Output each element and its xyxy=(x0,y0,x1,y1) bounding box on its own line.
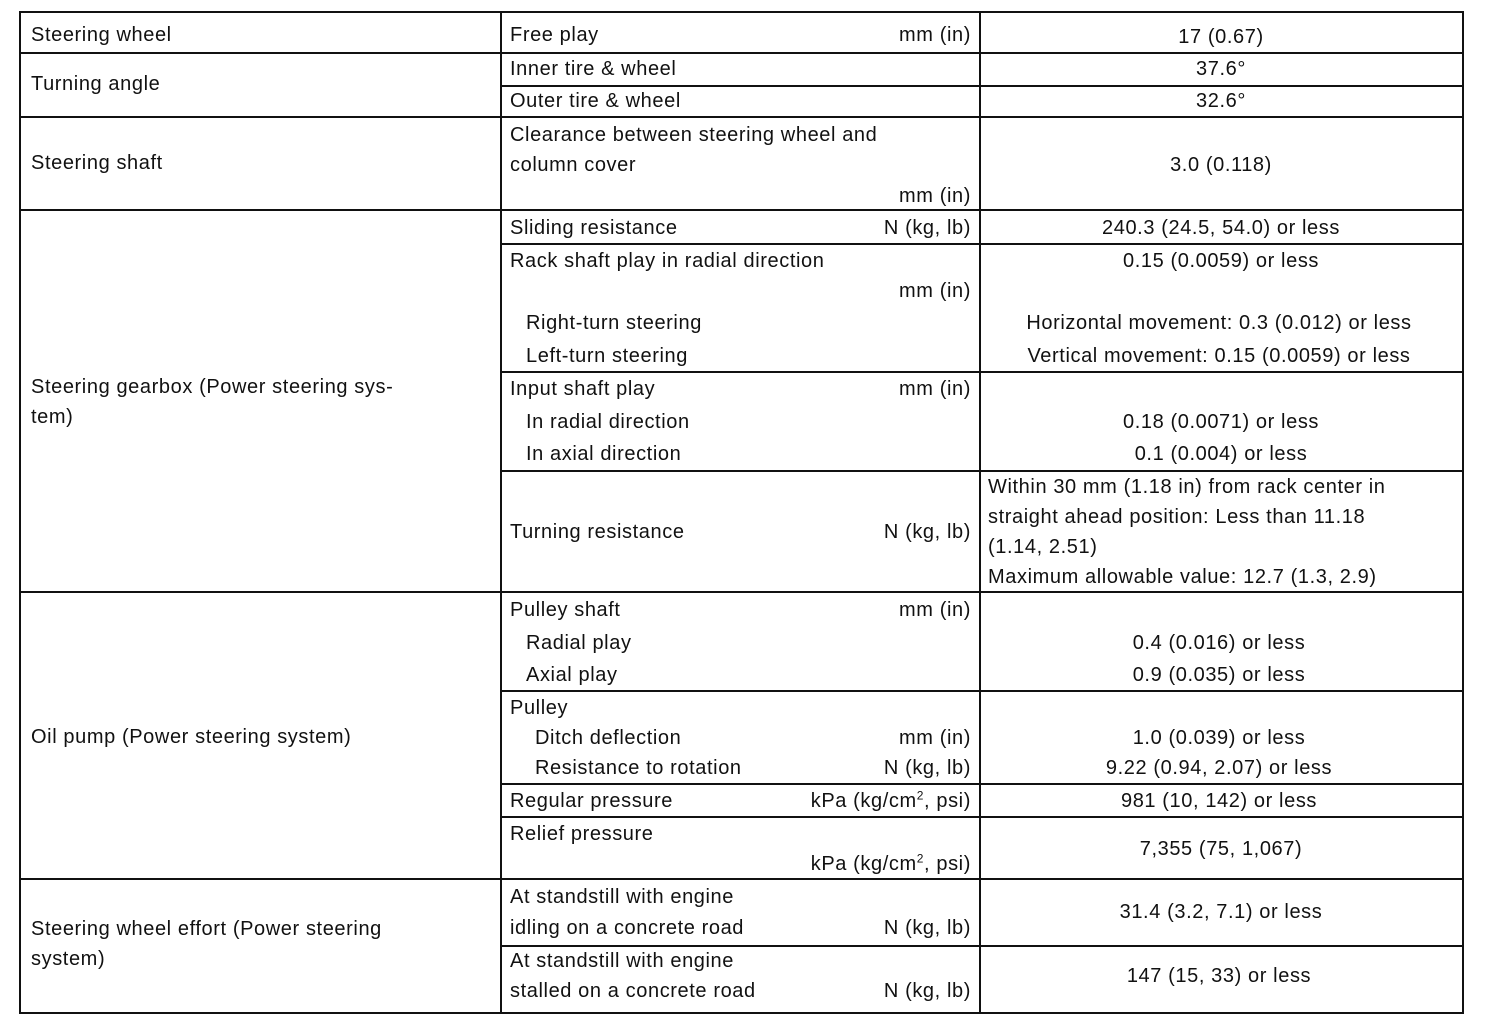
item-label: At standstill with engine xyxy=(510,950,735,972)
item-value: 0.4 (0.016) or less xyxy=(1132,632,1306,654)
item-label: Turning resistance xyxy=(510,521,685,543)
item-unit: N (kg, lb) xyxy=(883,917,971,939)
item-label: Sliding resistance xyxy=(510,217,678,239)
table-border-bottom xyxy=(19,1012,1464,1014)
row-divider xyxy=(19,52,1464,54)
item-value: Horizontal movement: 0.3 (0.012) or less xyxy=(1026,312,1412,334)
item-value: 9.22 (0.94, 2.07) or less xyxy=(1105,757,1333,779)
item-unit: N (kg, lb) xyxy=(883,217,971,239)
row-divider xyxy=(19,878,1464,880)
component-label: Steering gearbox (Power steering sys- xyxy=(31,376,394,398)
subrow-divider xyxy=(500,816,1464,818)
item-value: 17 (0.67) xyxy=(1178,26,1264,48)
item-value: Vertical movement: 0.15 (0.0059) or less xyxy=(1027,345,1411,367)
column-divider-1 xyxy=(500,11,502,1014)
item-value: Maximum allowable value: 12.7 (1.3, 2.9) xyxy=(988,566,1377,588)
item-value: 7,355 (75, 1,067) xyxy=(1139,838,1303,860)
component-label: tem) xyxy=(31,406,74,428)
item-unit: mm (in) xyxy=(899,378,971,400)
subrow-divider xyxy=(500,243,1464,245)
item-value: 37.6° xyxy=(1196,58,1246,80)
item-value: 0.15 (0.0059) or less xyxy=(1122,250,1320,272)
item-label: Rack shaft play in radial direction xyxy=(510,250,825,272)
unit-suffix: , psi) xyxy=(924,790,971,812)
item-label: Pulley shaft xyxy=(510,599,621,621)
item-value: Within 30 mm (1.18 in) from rack center in xyxy=(988,476,1386,498)
item-value: 147 (15, 33) or less xyxy=(1126,965,1312,987)
sub-item-label: Resistance to rotation xyxy=(535,757,742,779)
component-label: Turning angle xyxy=(31,73,161,95)
item-label: stalled on a concrete road xyxy=(510,980,756,1002)
unit-suffix: , psi) xyxy=(924,853,971,875)
component-label: Oil pump (Power steering system) xyxy=(31,726,352,748)
subrow-divider xyxy=(500,371,1464,373)
item-unit: N (kg, lb) xyxy=(883,980,971,1002)
item-label: Clearance between steering wheel and xyxy=(510,124,878,146)
unit-superscript: 2 xyxy=(916,851,925,866)
subrow-divider xyxy=(500,945,1464,947)
subrow-divider xyxy=(500,85,1464,87)
sub-item-label: Radial play xyxy=(526,632,632,654)
item-value: 3.0 (0.118) xyxy=(1170,154,1272,176)
item-unit: mm (in) xyxy=(899,727,971,749)
item-label: idling on a concrete road xyxy=(510,917,745,939)
item-unit: N (kg, lb) xyxy=(883,521,971,543)
table-border-top xyxy=(19,11,1464,13)
item-unit: mm (in) xyxy=(899,24,971,46)
item-value: 1.0 (0.039) or less xyxy=(1132,727,1306,749)
unit-prefix: kPa (kg/cm xyxy=(810,790,917,812)
row-divider xyxy=(19,591,1464,593)
subrow-divider xyxy=(500,783,1464,785)
item-value: 981 (10, 142) or less xyxy=(1120,790,1318,812)
table-border-left xyxy=(19,11,21,1014)
item-label: Regular pressure xyxy=(510,790,674,812)
item-label: Outer tire & wheel xyxy=(510,90,681,112)
item-label: At standstill with engine xyxy=(510,886,735,908)
item-value: 31.4 (3.2, 7.1) or less xyxy=(1119,901,1323,923)
item-value: 0.9 (0.035) or less xyxy=(1132,664,1306,686)
item-value: 32.6° xyxy=(1196,90,1246,112)
component-label: Steering wheel effort (Power steering xyxy=(31,918,382,940)
item-unit xyxy=(811,852,971,876)
item-unit xyxy=(811,789,971,813)
item-value: 0.1 (0.004) or less xyxy=(1134,443,1308,465)
column-divider-2 xyxy=(979,11,981,1014)
component-label: Steering wheel xyxy=(31,24,172,46)
component-label: system) xyxy=(31,948,106,970)
item-value: 240.3 (24.5, 54.0) or less xyxy=(1102,217,1340,239)
sub-item-label: Left-turn steering xyxy=(526,345,688,367)
subrow-divider xyxy=(500,690,1464,692)
item-label: Relief pressure xyxy=(510,823,654,845)
item-label: Free play xyxy=(510,24,599,46)
item-value: straight ahead position: Less than 11.18 xyxy=(988,506,1366,528)
row-divider xyxy=(19,209,1464,211)
sub-item-label: In axial direction xyxy=(526,443,682,465)
unit-superscript: 2 xyxy=(916,788,925,803)
item-unit: mm (in) xyxy=(899,185,971,207)
item-label: Input shaft play xyxy=(510,378,656,400)
item-label: Pulley xyxy=(510,697,569,719)
item-value: (1.14, 2.51) xyxy=(988,536,1098,558)
sub-item-label: Right-turn steering xyxy=(526,312,702,334)
table-border-right xyxy=(1462,11,1464,1014)
item-label: Inner tire & wheel xyxy=(510,58,677,80)
row-divider xyxy=(19,116,1464,118)
subrow-divider xyxy=(500,470,1464,472)
unit-prefix: kPa (kg/cm xyxy=(810,853,917,875)
item-label: column cover xyxy=(510,154,637,176)
sub-item-label: Axial play xyxy=(526,664,618,686)
item-value: 0.18 (0.0071) or less xyxy=(1122,411,1320,433)
sub-item-label: In radial direction xyxy=(526,411,690,433)
sub-item-label: Ditch deflection xyxy=(535,727,682,749)
component-label: Steering shaft xyxy=(31,152,163,174)
item-unit: N (kg, lb) xyxy=(883,757,971,779)
item-unit: mm (in) xyxy=(899,599,971,621)
item-unit: mm (in) xyxy=(899,280,971,302)
